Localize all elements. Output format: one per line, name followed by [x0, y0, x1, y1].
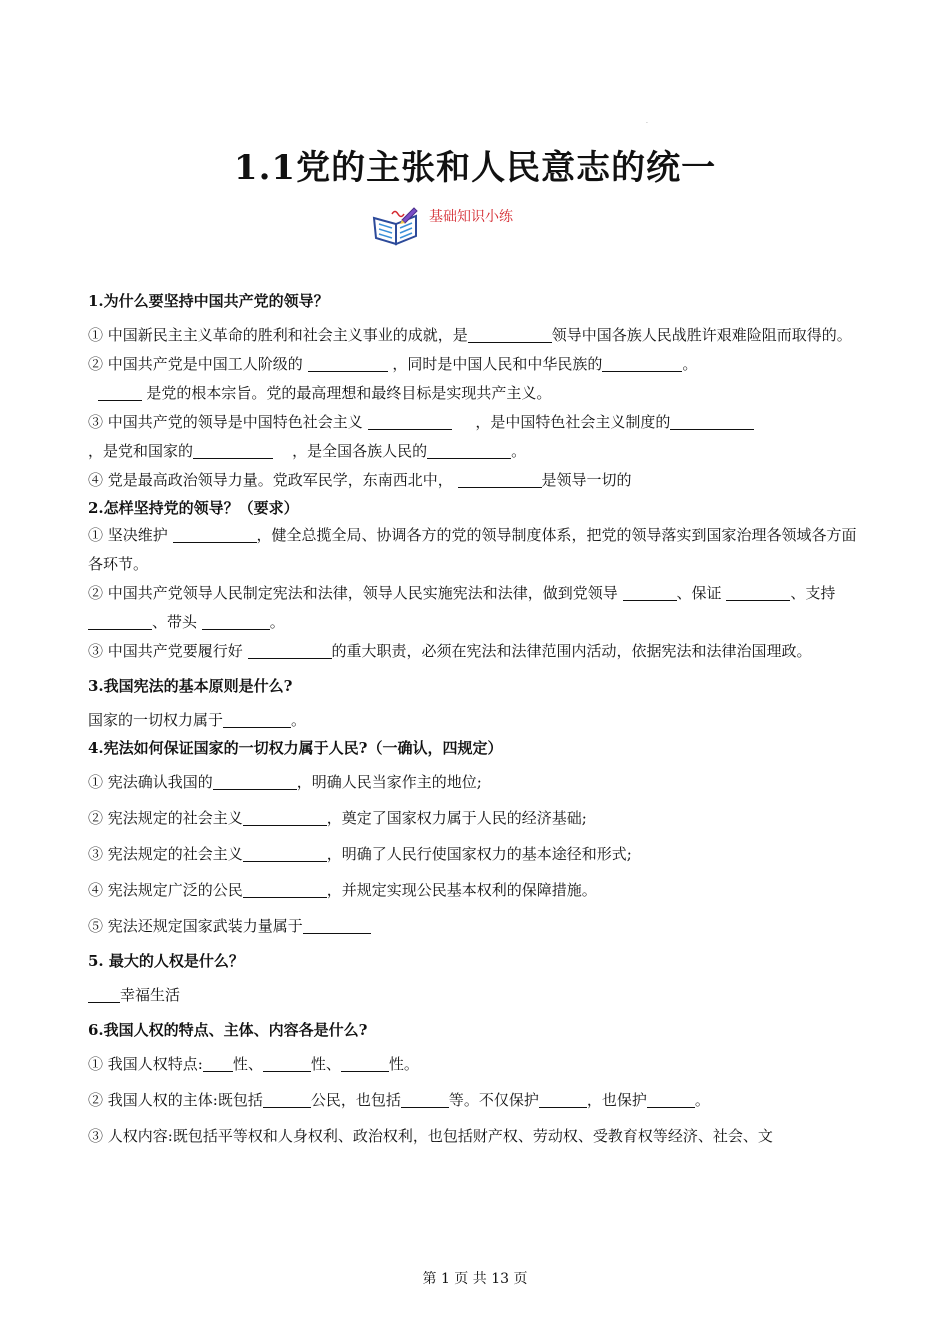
- blank[interactable]: [341, 1055, 389, 1072]
- question-4-heading: 4.宪法如何保证国家的一切权力属于人民?（一确认，四规定）: [88, 739, 503, 757]
- blank[interactable]: [243, 881, 327, 898]
- q5-text: 幸福生活: [88, 981, 868, 1010]
- blank[interactable]: [401, 1091, 449, 1108]
- question-3-heading: 3.我国宪法的基本原则是什么?: [88, 677, 293, 695]
- q1-item-3b: ，是党和国家的 ，是全国各族人民的 。: [88, 442, 527, 460]
- question-5-heading: 5. 最大的人权是什么？: [88, 952, 244, 970]
- blank[interactable]: [468, 326, 552, 343]
- question-1-heading: 1.为什么要坚持中国共产党的领导？: [88, 292, 329, 310]
- corner-dot: .: [646, 118, 648, 125]
- blank[interactable]: [202, 613, 270, 630]
- blank[interactable]: [263, 1055, 311, 1072]
- q4-item-5: ⑤ 宪法还规定国家武装力量属于: [88, 912, 868, 941]
- blank[interactable]: [368, 413, 452, 430]
- blank[interactable]: [98, 384, 142, 401]
- blank[interactable]: [726, 584, 790, 601]
- blank[interactable]: [647, 1091, 695, 1108]
- worksheet-content: [88, 288, 868, 1151]
- section-badge: [372, 202, 572, 252]
- q2-item-1: ① 坚决维护 ，健全总揽全局、协调各方的党的领导制度体系，把党的领导落实到国家治理各领域各方面各环节。: [88, 526, 857, 573]
- page-title: 1.1党的主张和人民意志的统一: [233, 148, 717, 188]
- blank[interactable]: [308, 355, 388, 372]
- blank[interactable]: [243, 845, 327, 862]
- blank[interactable]: [303, 917, 371, 934]
- q2-item-3: ③ 中国共产党要履行好 的重大职责，必须在宪法和法律范围内活动，依据宪法和法律治国理政。: [88, 642, 812, 660]
- q4-item-2: ② 宪法规定的社会主义 ，奠定了国家权力属于人民的经济基础;: [88, 809, 587, 827]
- blank[interactable]: [223, 711, 291, 728]
- blank[interactable]: [602, 355, 682, 372]
- q1-item-2b: 是党的根本宗旨。党的最高理想和最终目标是实现共产主义。: [88, 379, 868, 408]
- blank[interactable]: [427, 442, 511, 459]
- q1-item-1: ① 中国新民主主义革命的胜利和社会主义事业的成就，是 领导中国各族人民战胜许艰难险阻而取得的。: [88, 326, 852, 344]
- blank[interactable]: [173, 526, 257, 543]
- q4-item-4: ④ 宪法规定广泛的公民 ，并规定实现公民基本权利的保障措施。: [88, 881, 597, 899]
- q6-item-1: ① 我国人权特点: 性、 性、 性。: [88, 1055, 419, 1073]
- page-footer: 第 1 页 共 13 页: [422, 1271, 528, 1287]
- blank[interactable]: [243, 809, 327, 826]
- blank[interactable]: [213, 773, 297, 790]
- book-icon: [372, 206, 420, 246]
- blank[interactable]: [670, 413, 754, 430]
- blank[interactable]: [248, 642, 332, 659]
- blank[interactable]: [539, 1091, 587, 1108]
- question-2-heading: 2.怎样坚持党的领导？（要求）: [88, 499, 299, 517]
- q4-item-1: ① 宪法确认我国的 ，明确人民当家作主的地位;: [88, 773, 482, 791]
- q2-item-2: ② 中国共产党领导人民制定宪法和法律，领导人民实施宪法和法律，做到党领导 、保证 、支持 、带头 。: [88, 584, 836, 631]
- blank[interactable]: [88, 613, 152, 630]
- blank[interactable]: [88, 986, 120, 1003]
- q3-text: 国家的一切权力属于 。: [88, 711, 307, 729]
- blank[interactable]: [193, 442, 273, 459]
- q1-item-4: ④ 党是最高政治领导力量。党政军民学，东南西北中， 是领导一切的: [88, 471, 632, 489]
- q6-item-2: ② 我国人权的主体:既包括 公民，也包括 等。不仅保护 ，也保护 。: [88, 1091, 710, 1109]
- blank[interactable]: [458, 471, 542, 488]
- badge-label: 基础知识小练: [429, 209, 513, 225]
- blank[interactable]: [263, 1091, 311, 1108]
- question-6-heading: 6.我国人权的特点、主体、内容各是什么?: [88, 1021, 368, 1039]
- q4-item-3: ③ 宪法规定的社会主义 ，明确了人民行使国家权力的基本途径和形式;: [88, 845, 632, 863]
- q1-item-2: ② 中国共产党是中国工人阶级的 ，同时是中国人民和中华民族的 。: [88, 355, 698, 373]
- q6-item-3: ③ 人权内容:既包括平等权和人身权利、政治权利，也包括财产权、劳动权、受教育权等经济、社会、文: [88, 1127, 773, 1145]
- blank[interactable]: [623, 584, 677, 601]
- q1-item-3: ③ 中国共产党的领导是中国特色社会主义 ，是中国特色社会主义制度的: [88, 408, 868, 437]
- blank[interactable]: [203, 1055, 233, 1072]
